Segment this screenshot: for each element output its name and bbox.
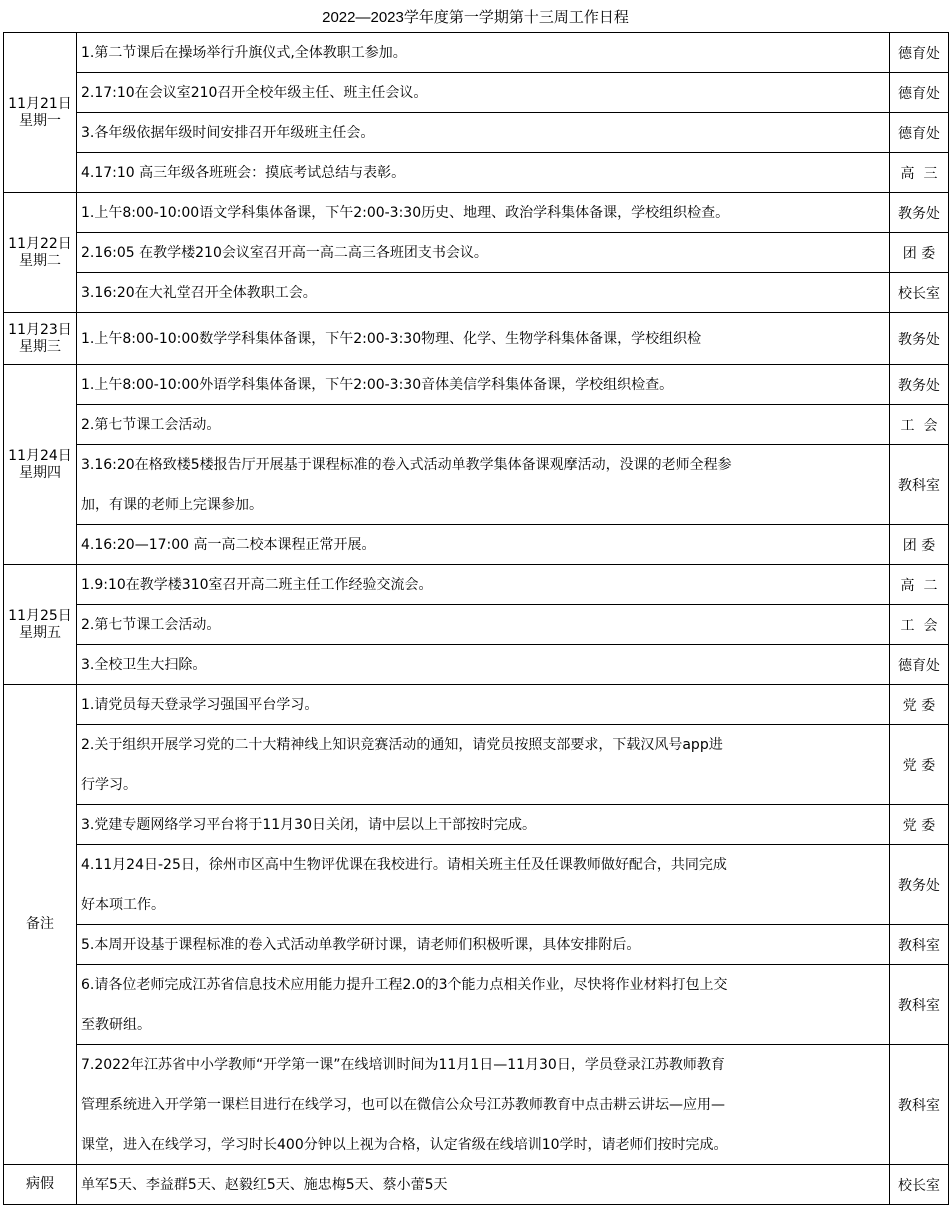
item-text-line: 4.11月24日-25日，徐州市区高中生物评优课在我校进行。请相关班主任及任课教师做好配合，共同完成: [81, 857, 727, 873]
department-label: 高 三: [900, 165, 938, 182]
item-text-line: 3.党建专题网络学习平台将于11月30日关闭，请中层以上干部按时完成。: [81, 817, 536, 833]
weekday-label: 星期三: [19, 338, 61, 355]
department-cell: [889, 272, 949, 313]
schedule-item: [76, 964, 890, 1045]
schedule-item: [76, 444, 890, 525]
department-cell: [889, 72, 949, 113]
item-text-line: 3.16:20在大礼堂召开全体教职工会。: [81, 285, 317, 301]
weekday-label: 星期二: [19, 252, 61, 269]
schedule-item: [76, 684, 890, 725]
department-cell: [889, 152, 949, 193]
item-text-line: 单军5天、李益群5天、赵毅红5天、施忠梅5天、蔡小蕾5天: [81, 1177, 448, 1193]
schedule-item: [76, 564, 890, 605]
item-text-line: 4.17:10 高三年级各班班会：摸底考试总结与表彰。: [81, 165, 406, 181]
department-cell: [889, 564, 949, 605]
section-label-cell: [3, 684, 77, 1165]
department-cell: [889, 1044, 949, 1165]
date-label: 11月25日: [8, 607, 72, 624]
date-label: 11月22日: [8, 235, 72, 252]
item-text-line: 1.第二节课后在操场举行升旗仪式,全体教职工参加。: [81, 45, 407, 61]
department-cell: [889, 1164, 949, 1205]
department-cell: [889, 112, 949, 153]
department-cell: [889, 404, 949, 445]
weekday-label: 星期四: [19, 464, 61, 481]
department-label: 教务处: [898, 877, 940, 894]
item-text-line: 2.16:05 在教学楼210会议室召开高一高二高三各班团支书会议。: [81, 245, 488, 261]
schedule-item: [76, 644, 890, 685]
date-label: 病假: [26, 1176, 54, 1192]
department-cell: [889, 684, 949, 725]
department-label: 教科室: [898, 937, 940, 954]
date-cell: [3, 364, 77, 565]
department-label: 团 委: [902, 537, 936, 554]
date-cell: [3, 312, 77, 365]
schedule-item: [76, 364, 890, 405]
schedule-item: [76, 72, 890, 113]
department-label: 高 二: [900, 577, 938, 594]
date-cell: [3, 32, 77, 193]
department-label: 教务处: [898, 377, 940, 394]
department-cell: [889, 364, 949, 405]
department-cell: [889, 232, 949, 273]
item-text-line: 2.第七节课工会活动。: [81, 417, 221, 433]
weekday-label: 星期五: [19, 624, 61, 641]
schedule-item: [76, 112, 890, 153]
department-cell: [889, 312, 949, 365]
schedule-item: [76, 312, 890, 365]
department-label: 教务处: [898, 205, 940, 222]
item-text-line: 3.全校卫生大扫除。: [81, 657, 207, 673]
department-cell: [889, 804, 949, 845]
item-text-line: 2.第七节课工会活动。: [81, 617, 221, 633]
department-cell: [889, 844, 949, 925]
schedule-item: [76, 844, 890, 925]
item-text-line: 1.请党员每天登录学习强国平台学习。: [81, 697, 319, 713]
department-cell: [889, 32, 949, 73]
date-label: 11月24日: [8, 447, 72, 464]
department-label: 工 会: [900, 417, 938, 434]
item-text-line: 3.各年级依据年级时间安排召开年级班主任会。: [81, 125, 375, 141]
item-text-line: 1.上午8:00-10:00语文学科集体备课，下午2:00-3:30历史、地理、政治学科集体备课，学校组织检查。: [81, 205, 730, 221]
department-label: 德育处: [898, 45, 940, 62]
department-cell: [889, 192, 949, 233]
item-text-line: 至教研组。: [81, 1017, 151, 1033]
item-text-line: 行学习。: [81, 777, 137, 793]
item-text-line: 4.16:20—17:00 高一高二校本课程正常开展。: [81, 537, 376, 553]
schedule-item: [76, 1164, 890, 1205]
schedule-item: [76, 32, 890, 73]
department-label: 党 委: [902, 697, 936, 714]
item-text-line: 5.本周开设基于课程标准的卷入式活动单教学研讨课，请老师们积极听课，具体安排附后。: [81, 937, 641, 953]
schedule-item: [76, 524, 890, 565]
item-text-line: 1.9:10在教学楼310室召开高二班主任工作经验交流会。: [81, 577, 433, 593]
schedule-item: [76, 804, 890, 845]
item-text-line: 3.16:20在格致楼5楼报告厅开展基于课程标准的卷入式活动单教学集体备课观摩活动，没课的老师全程参: [81, 457, 732, 473]
department-cell: [889, 444, 949, 525]
department-cell: [889, 924, 949, 965]
department-label: 德育处: [898, 657, 940, 674]
department-label: 教科室: [898, 1097, 940, 1114]
item-text-line: 管理系统进入开学第一课栏目进行在线学习，也可以在微信公众号江苏教师教育中点击耕云讲坛—应用—: [81, 1097, 725, 1113]
department-label: 校长室: [898, 285, 940, 302]
date-cell: [3, 192, 77, 313]
department-label: 德育处: [898, 85, 940, 102]
department-cell: [889, 524, 949, 565]
item-text-line: 好本项工作。: [81, 897, 165, 913]
date-label: 备注: [26, 916, 54, 932]
department-label: 团 委: [902, 245, 936, 262]
item-text-line: 7.2022年江苏省中小学教师“开学第一课”在线培训时间为11月1日—11月30日，学员登录江苏教师教育: [81, 1057, 725, 1073]
date-cell: [3, 564, 77, 685]
schedule-item: [76, 232, 890, 273]
department-label: 教科室: [898, 477, 940, 494]
department-label: 工 会: [900, 617, 938, 634]
weekday-label: 星期一: [19, 112, 61, 129]
item-text-line: 课堂，进入在线学习，学习时长400分钟以上视为合格，认定省级在线培训10学时，请老师们按时完成。: [81, 1137, 728, 1153]
page-title: 2022—2023学年度第一学期第十三周工作日程: [322, 9, 629, 26]
item-text-line: 1.上午8:00-10:00外语学科集体备课，下午2:00-3:30音体美信学科集体备课，学校组织检查。: [81, 377, 674, 393]
department-cell: [889, 724, 949, 805]
schedule-item: [76, 272, 890, 313]
item-text-line: 2.17:10在会议室210召开全校年级主任、班主任会议。: [81, 85, 428, 101]
schedule-item: [76, 152, 890, 193]
department-label: 教务处: [898, 331, 940, 348]
department-cell: [889, 644, 949, 685]
item-text-line: 1.上午8:00-10:00数学学科集体备课，下午2:00-3:30物理、化学、生物学科集体备课，学校组织检: [81, 331, 702, 347]
department-label: 教科室: [898, 997, 940, 1014]
date-label: 11月21日: [8, 95, 72, 112]
department-label: 党 委: [902, 817, 936, 834]
department-cell: [889, 604, 949, 645]
schedule-item: [76, 924, 890, 965]
schedule-item: [76, 724, 890, 805]
department-label: 党 委: [902, 757, 936, 774]
schedule-item: [76, 1044, 890, 1165]
department-cell: [889, 964, 949, 1045]
schedule-item: [76, 604, 890, 645]
department-label: 德育处: [898, 125, 940, 142]
schedule-item: [76, 404, 890, 445]
item-text-line: 2.关于组织开展学习党的二十大精神线上知识竞赛活动的通知，请党员按照支部要求，下载汉风号app进: [81, 737, 723, 753]
date-label: 11月23日: [8, 321, 72, 338]
item-text-line: 加，有课的老师上完课参加。: [81, 497, 263, 513]
section-label-cell: [3, 1164, 77, 1205]
department-label: 校长室: [898, 1177, 940, 1194]
schedule-item: [76, 192, 890, 233]
item-text-line: 6.请各位老师完成江苏省信息技术应用能力提升工程2.0的3个能力点相关作业，尽快将作业材料打包上交: [81, 977, 728, 993]
